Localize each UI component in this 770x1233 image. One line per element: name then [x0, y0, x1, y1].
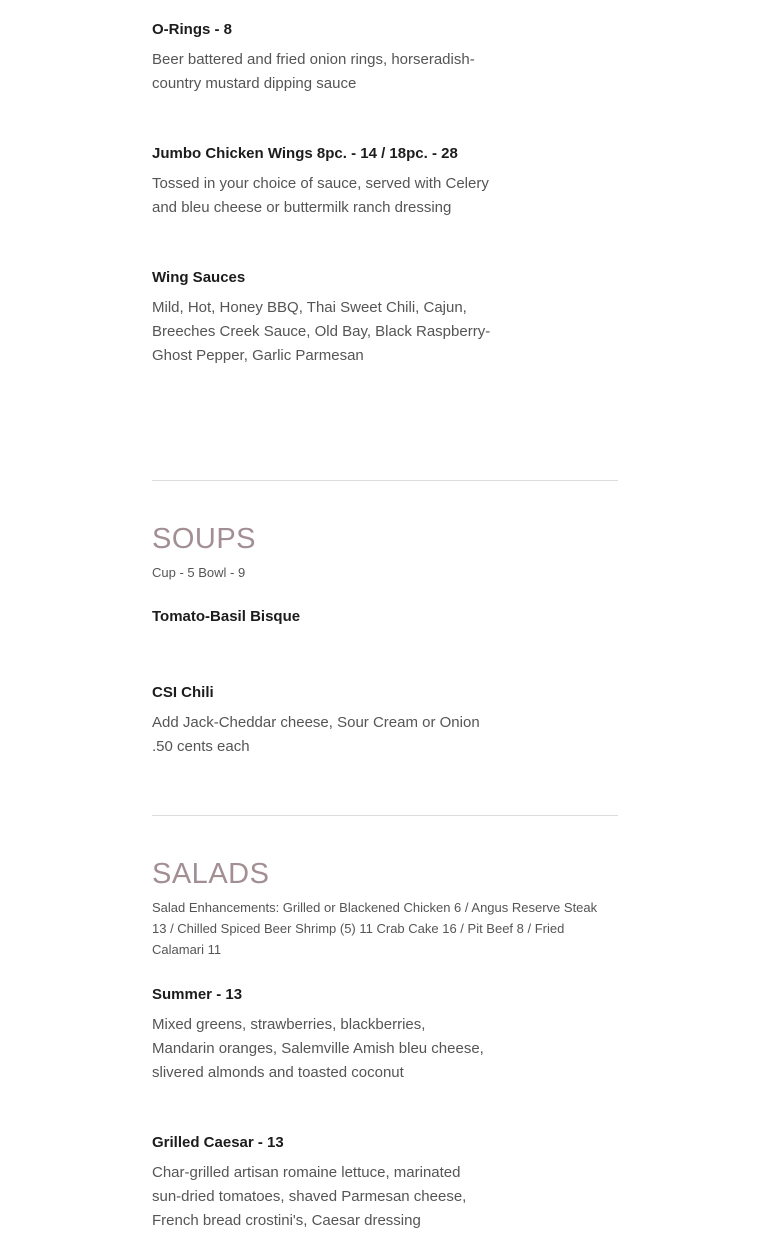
section-divider	[152, 480, 618, 481]
menu-item-description: Add Jack-Cheddar cheese, Sour Cream or Onion .50 cents each	[152, 714, 480, 755]
menu-item-description: Mixed greens, strawberries, blackberries, Mandarin oranges, Salemville Amish bleu cheese, slivered almonds and toasted coconut	[152, 1016, 484, 1081]
menu-item-name: Grilled Caesar - 13	[152, 1134, 284, 1151]
section-title-salads: SALADS	[152, 858, 270, 890]
section-divider	[152, 815, 618, 816]
menu-item-name: Jumbo Chicken Wings 8pc. - 14 / 18pc. - 28	[152, 145, 458, 162]
section-title-soups: SOUPS	[152, 523, 257, 555]
menu-item-description: Mild, Hot, Honey BBQ, Thai Sweet Chili, Cajun, Breeches Creek Sauce, Old Bay, Black Raspberry-Ghost Pepper, Garlic Parmesan	[152, 299, 491, 364]
soups-price-note: Cup - 5 Bowl - 9	[152, 565, 246, 580]
menu-item-name: Tomato-Basil Bisque	[152, 608, 301, 625]
menu-item-description: Tossed in your choice of sauce, served with Celery and bleu cheese or buttermilk ranch dressing	[152, 175, 489, 216]
menu-item-description: Beer battered and fried onion rings, horseradish-country mustard dipping sauce	[152, 51, 475, 92]
menu-item-name: Wing Sauces	[152, 269, 246, 286]
menu-item-name: CSI Chili	[152, 684, 214, 701]
menu-item-name: Summer - 13	[152, 986, 243, 1003]
salad-enhancements-note: Salad Enhancements: Grilled or Blackened Chicken 6 / Angus Reserve Steak 13 / Chilled Spiced Beer Shrimp (5) 11 Crab Cake 16 / Pit Beef 8 / Fried Calamari 11	[152, 900, 598, 957]
menu-item-description: Char-grilled artisan romaine lettuce, marinated sun-dried tomatoes, shaved Parmesan cheese, French bread crostini's, Caesar dressing	[152, 1164, 467, 1229]
menu-item-name: O-Rings - 8	[152, 21, 233, 38]
